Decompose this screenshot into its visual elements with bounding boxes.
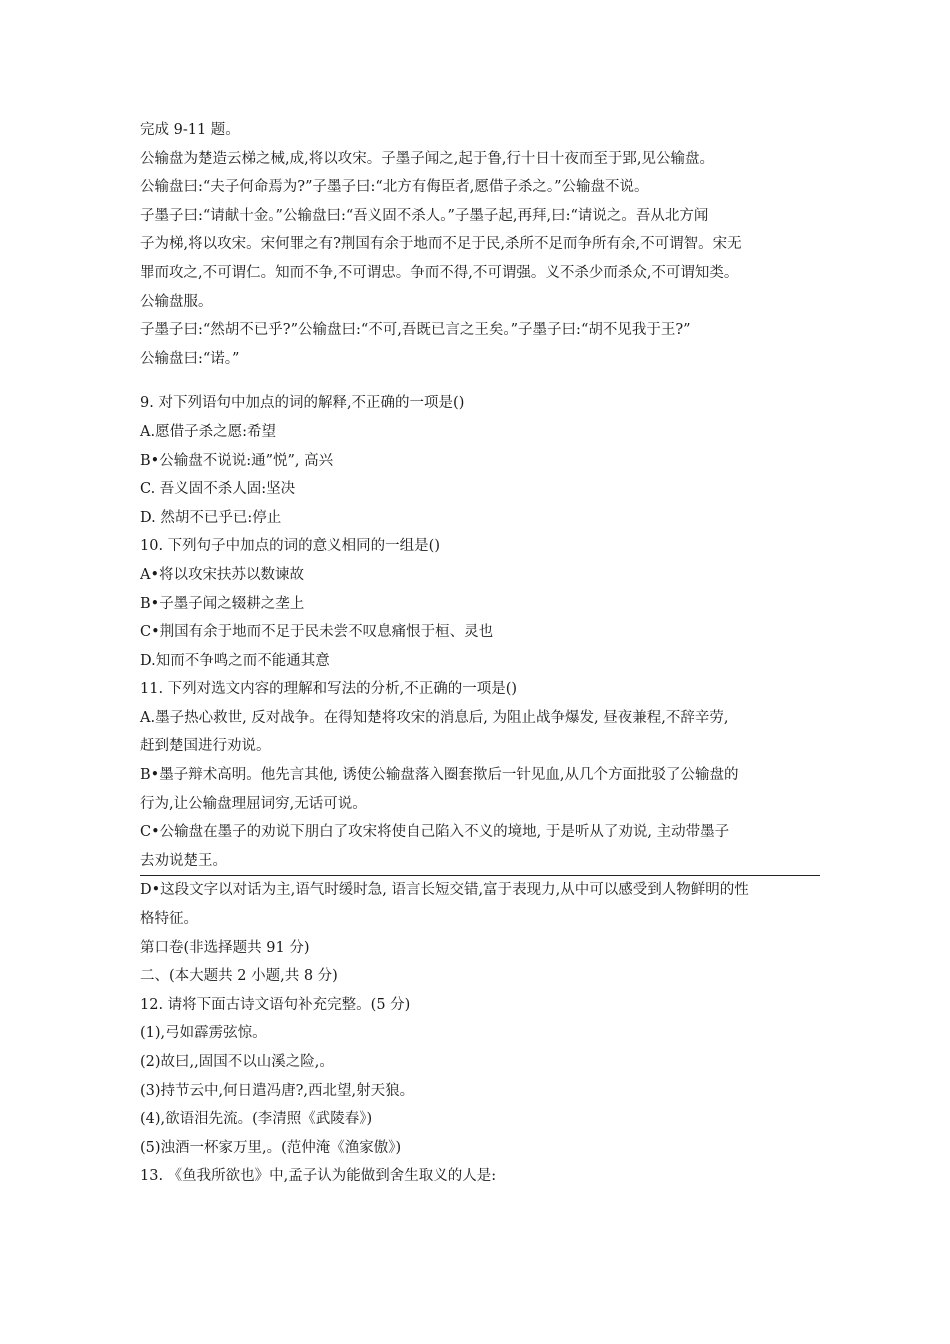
question-line-16: 去劝说楚王。: [140, 847, 820, 877]
passage: [140, 116, 820, 373]
question-line-22: (1),弓如霹雳弦惊。: [140, 1025, 267, 1042]
question-line-0: 9. 对下列语句中加点的词的解释,不正确的一项是(): [140, 395, 465, 412]
question-line-12: 赶到楚国进行劝说。: [140, 738, 271, 755]
passage-line-3: 子墨子曰:“请献十金。”公输盘曰:“吾义固不杀人。”子墨子起,再拜,曰:“请说之。吾从北方闻: [140, 207, 709, 224]
passage-line-4: 子为梯,将以攻宋。宋何罪之有?荆国有余于地而不足于民,杀所不足而争所有余,不可谓智。宋无: [140, 236, 742, 253]
document-page: [140, 116, 820, 1191]
question-line-10: 11. 下列对选文内容的理解和写法的分析,不正确的一项是(): [140, 681, 518, 698]
question-line-13: B•墨子辩术高明。他先言其他, 诱使公输盘落入圈套揿后一针见血,从几个方面批驳了公输盘的: [140, 767, 739, 784]
question-line-25: (4),欲语泪先流。(李清照《武陵春》): [140, 1111, 373, 1128]
question-line-3: C. 吾义固不杀人固:坚决: [140, 481, 296, 498]
question-line-8: C•荆国有余于地而不足于民未尝不叹息痛恨于桓、灵也: [140, 624, 494, 641]
question-line-2: B•公输盘不说说:通”悦”, 高兴: [140, 452, 334, 469]
question-line-6: A•将以攻宋扶苏以数谏故: [140, 566, 305, 583]
passage-line-5: 罪而攻之,不可谓仁。知而不争,不可谓忠。争而不得,不可谓强。义不杀少而杀众,不可谓知类。: [140, 264, 739, 281]
passage-line-2: 公输盘曰:“夫子何命焉为?”子墨子曰:“北方有侮臣者,愿借子杀之。”公输盘不说。: [140, 179, 649, 196]
question-line-20: 二、(本大题共 2 小题,共 8 分): [140, 968, 338, 985]
question-line-23: (2)故曰,,固国不以山溪之险,。: [140, 1054, 334, 1070]
question-line-9: D.知而不争鸣之而不能通其意: [140, 652, 330, 669]
question-line-21: 12. 请将下面古诗文语句补充完整。(5 分): [140, 996, 411, 1013]
passage-line-7: 子墨子曰:“然胡不已乎?”公输盘曰:“不可,吾既已言之王矣。”子墨子曰:“胡不见我于王?”: [140, 322, 691, 339]
question-line-19: 第口卷(非选择题共 91 分): [140, 939, 310, 956]
question-line-1: A.愿借子杀之愿:希望: [140, 423, 276, 440]
question-line-24: (3)持节云中,何日遣冯唐?,西北望,射天狼。: [140, 1082, 415, 1099]
question-line-17: D•这段文字以对话为主,语气时缓时急, 语言长短交错,富于表现力,从中可以感受到人物鲜明的性: [140, 882, 749, 899]
spacer: [140, 373, 820, 389]
passage-line-6: 公输盘服。: [140, 293, 213, 310]
question-line-14: 行为,让公输盘理屈词穷,无话可说。: [140, 795, 367, 812]
question-line-5: 10. 下列句子中加点的词的意义相同的一组是(): [140, 538, 440, 555]
question-line-4: D. 然胡不已乎已:停止: [140, 509, 282, 526]
passage-line-8: 公输盘曰:“诺。”: [140, 350, 240, 367]
passage-line-1: 公输盘为楚造云梯之械,成,将以攻宋。子墨子闻之,起于鲁,行十日十夜而至于郢,见公输盘。: [140, 150, 715, 167]
question-line-15: C•公输盘在墨子的劝说下朋白了攻宋将使自己陷入不义的境地, 于是听从了劝说, 主动带墨子: [140, 824, 730, 841]
passage-line-0: 完成 9-11 题。: [140, 122, 240, 138]
question-line-11: A.墨子热心救世, 反对战争。在得知楚将攻宋的消息后, 为阻止战争爆发, 昼夜兼程,不辞辛劳,: [140, 709, 729, 726]
question-line-27: 13. 《鱼我所欲也》中,孟子认为能做到舍生取义的人是:: [140, 1168, 497, 1185]
question-line-7: B•子墨子闻之辍耕之垄上: [140, 595, 305, 612]
question-line-26: (5)浊酒一杯家万里,。(范仲淹《渔家傲》): [140, 1139, 402, 1156]
question-line-18: 格特征。: [140, 911, 198, 928]
questions: [140, 389, 820, 1191]
